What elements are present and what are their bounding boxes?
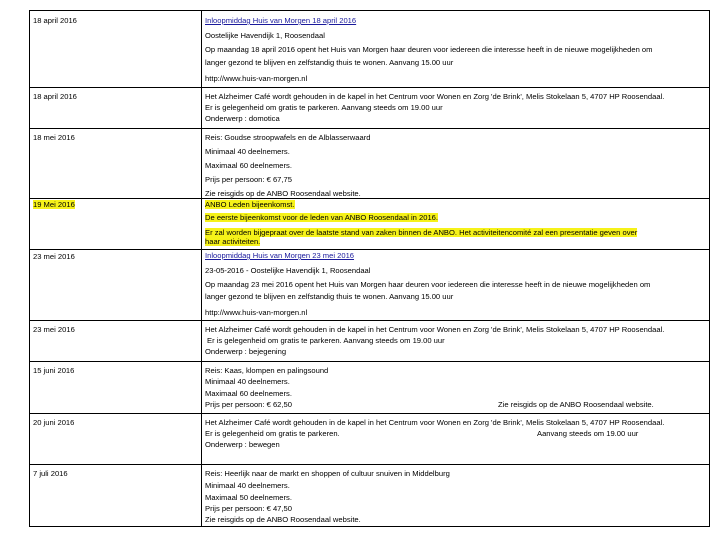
event-description: Er is gelegenheid om gratis te parkeren. Aanvang steeds om 19.00 uur <box>207 336 445 345</box>
event-date: 23 mei 2016 <box>33 252 75 261</box>
event-title: ANBO Leden bijeenkomst. <box>205 200 295 209</box>
row-divider <box>29 128 710 129</box>
event-title-link[interactable]: Inloopmiddag Huis van Morgen 18 april 2016 <box>205 16 357 25</box>
trip-title: Reis: Kaas, klompen en palingsound <box>205 366 329 375</box>
event-url[interactable]: http://www.huis-van-morgen.nl <box>205 308 308 317</box>
event-date: 15 juni 2016 <box>33 366 75 375</box>
event-description: Op maandag 23 mei 2016 opent het Huis van Morgen haar deuren voor iedereen die interesse heeft in de nieuwe mogelijkheden om <box>205 280 651 289</box>
event-topic: Onderwerp : bejegening <box>205 347 287 356</box>
event-date: 18 april 2016 <box>33 16 77 25</box>
trip-guide-note: Zie reisgids op de ANBO Roosendaal website. <box>205 515 361 524</box>
trip-guide-note: Zie reisgids op de ANBO Roosendaal website. <box>205 189 361 198</box>
column-divider <box>201 10 202 526</box>
row-divider <box>29 249 710 250</box>
event-description: Er zal worden bijgepraat over de laatste stand van zaken binnen de ANBO. Het activiteitencomité zal een presentatie geven over <box>205 228 638 237</box>
trip-minimum: Minimaal 40 deelnemers. <box>205 481 290 490</box>
trip-price: Prijs per persoon: € 62,50 <box>205 400 292 409</box>
row-divider <box>29 87 710 88</box>
event-date: 20 juni 2016 <box>33 418 75 427</box>
event-start-time: Aanvang steeds om 19.00 uur <box>537 429 639 438</box>
event-date: 18 april 2016 <box>33 92 77 101</box>
event-date: 7 juli 2016 <box>33 469 68 478</box>
event-url[interactable]: http://www.huis-van-morgen.nl <box>205 74 308 83</box>
trip-minimum: Minimaal 40 deelnemers. <box>205 147 290 156</box>
trip-price: Prijs per persoon: € 67,75 <box>205 175 292 184</box>
event-description: Op maandag 18 april 2016 opent het Huis van Morgen haar deuren voor iedereen die interesse heeft in de nieuwe mogelijkheden om <box>205 45 653 54</box>
event-description: Er is gelegenheid om gratis te parkeren. Aanvang steeds om 19.00 uur <box>205 103 443 112</box>
trip-title: Reis: Heerlijk naar de markt en shoppen of cultuur snuiven in Middelburg <box>205 469 450 478</box>
trip-maximum: Maximaal 60 deelnemers. <box>205 389 292 398</box>
event-date: 19 Mei 2016 <box>33 200 75 209</box>
row-divider <box>29 320 710 321</box>
event-description: Het Alzheimer Café wordt gehouden in de kapel in het Centrum voor Wonen en Zorg 'de Brink', Melis Stokelaan 5, 4707 HP Roosendaal. <box>205 92 665 101</box>
event-title-link[interactable]: Inloopmiddag Huis van Morgen 23 mei 2016 <box>205 251 355 260</box>
row-divider <box>29 413 710 414</box>
event-topic: Onderwerp : bewegen <box>205 440 280 449</box>
row-divider <box>29 526 710 527</box>
row-divider <box>29 198 710 199</box>
event-topic: Onderwerp : domotica <box>205 114 280 123</box>
trip-guide-note: Zie reisgids op de ANBO Roosendaal website. <box>498 400 654 409</box>
row-divider <box>29 464 710 465</box>
event-address: 23-05-2016 - Oostelijke Havendijk 1, Roosendaal <box>205 266 371 275</box>
row-divider <box>29 361 710 362</box>
row-divider <box>29 10 710 11</box>
trip-maximum: Maximaal 60 deelnemers. <box>205 161 292 170</box>
trip-title: Reis: Goudse stroopwafels en de Alblasserwaard <box>205 133 371 142</box>
event-description: langer gezond te blijven en zelfstandig thuis te wonen. Aanvang 15.00 uur <box>205 58 454 67</box>
event-description: haar activiteiten. <box>205 237 261 246</box>
event-description: langer gezond te blijven en zelfstandig thuis te wonen. Aanvang 15.00 uur <box>205 292 454 301</box>
event-description: De eerste bijeenkomst voor de leden van ANBO Roosendaal in 2016. <box>205 213 439 222</box>
column-divider <box>709 10 710 526</box>
column-divider <box>29 10 30 526</box>
event-description: Het Alzheimer Café wordt gehouden in de kapel in het Centrum voor Wonen en Zorg 'de Brink', Melis Stokelaan 5, 4707 HP Roosendaal. <box>205 325 665 334</box>
trip-price: Prijs per persoon: € 47,50 <box>205 504 292 513</box>
event-description: Er is gelegenheid om gratis te parkeren. <box>205 429 340 438</box>
trip-minimum: Minimaal 40 deelnemers. <box>205 377 290 386</box>
trip-maximum: Maximaal 50 deelnemers. <box>205 493 292 502</box>
event-date: 18 mei 2016 <box>33 133 75 142</box>
event-address: Oostelijke Havendijk 1, Roosendaal <box>205 31 325 40</box>
event-description: Het Alzheimer Café wordt gehouden in de kapel in het Centrum voor Wonen en Zorg 'de Brink', Melis Stokelaan 5, 4707 HP Roosendaal. <box>205 418 665 427</box>
event-date: 23 mei 2016 <box>33 325 75 334</box>
